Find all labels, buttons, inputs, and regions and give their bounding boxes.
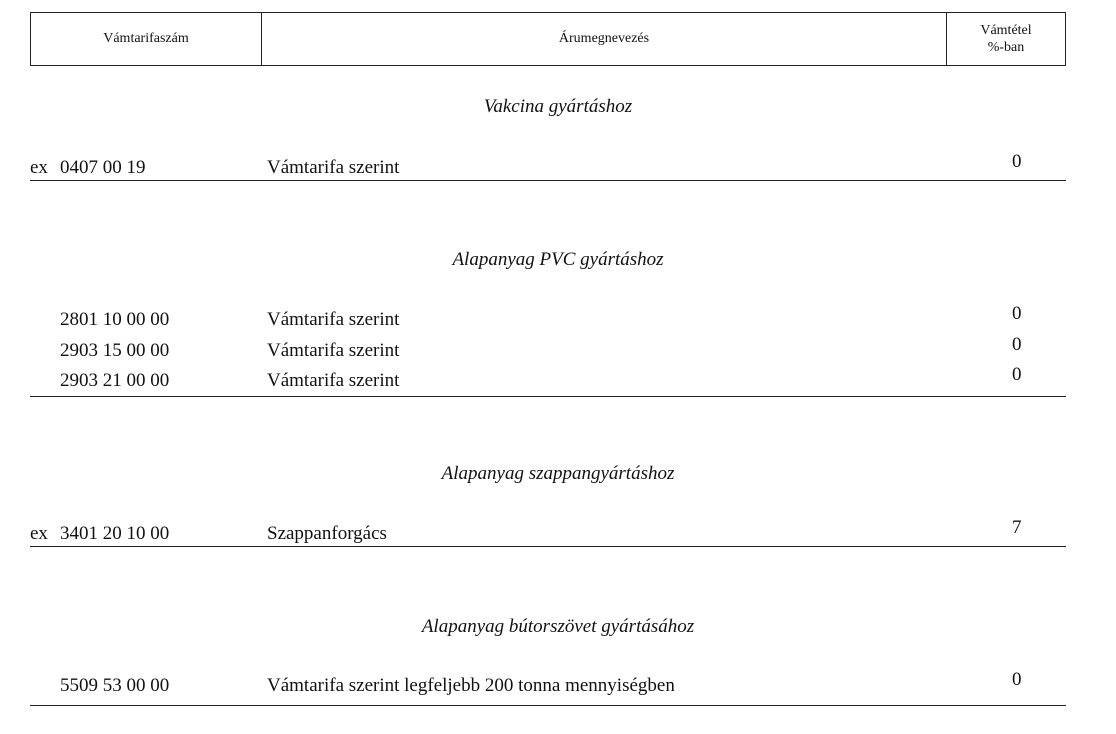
header-duty-rate-line2: %-ban	[987, 40, 1025, 55]
section-divider	[30, 396, 1066, 397]
table-row	[0, 151, 1116, 181]
section-title: Alapanyag PVC gyártáshoz	[452, 249, 664, 270]
header-product-name: Árumegnevezés	[262, 13, 947, 65]
duty-rate: 7	[1012, 517, 1022, 538]
duty-rate: 0	[1012, 303, 1022, 324]
tariff-code: 2801 10 00 00	[60, 309, 170, 330]
header-tariff-number: Vámtarifaszám	[31, 13, 262, 65]
header-duty-rate-line1: Vámtétel	[980, 23, 1032, 38]
product-description: Vámtarifa szerint	[267, 309, 400, 330]
product-description: Szappanforgács	[267, 523, 387, 544]
section-divider	[30, 705, 1066, 706]
table-row	[0, 669, 1116, 699]
tariff-code: 2903 15 00 00	[60, 340, 170, 361]
product-description: Vámtarifa szerint	[267, 340, 400, 361]
section-title: Alapanyag bútorszövet gyártásához	[421, 616, 695, 637]
tariff-code: 0407 00 19	[60, 157, 146, 178]
section-title: Vakcina gyártáshoz	[483, 96, 633, 117]
tariff-code: 2903 21 00 00	[60, 370, 170, 391]
header-duty-rate	[947, 13, 1065, 65]
tariff-code: 3401 20 10 00	[60, 523, 170, 544]
section-divider	[30, 180, 1066, 181]
table-row	[0, 334, 1116, 364]
tariff-code: 5509 53 00 00	[60, 675, 170, 696]
product-description: Vámtarifa szerint	[267, 370, 400, 391]
ex-prefix: ex	[30, 157, 48, 178]
section-title: Alapanyag szappangyártáshoz	[441, 463, 675, 484]
table-row	[0, 364, 1116, 394]
product-description: Vámtarifa szerint legfeljebb 200 tonna mennyiségben	[267, 675, 675, 696]
duty-rate: 0	[1012, 364, 1022, 385]
table-row	[0, 303, 1116, 333]
table-row	[0, 517, 1116, 547]
section-divider	[30, 546, 1066, 547]
duty-rate: 0	[1012, 151, 1022, 172]
duty-rate: 0	[1012, 669, 1022, 690]
ex-prefix: ex	[30, 523, 48, 544]
product-description: Vámtarifa szerint	[267, 157, 400, 178]
table-header	[30, 12, 1066, 66]
duty-rate: 0	[1012, 334, 1022, 355]
